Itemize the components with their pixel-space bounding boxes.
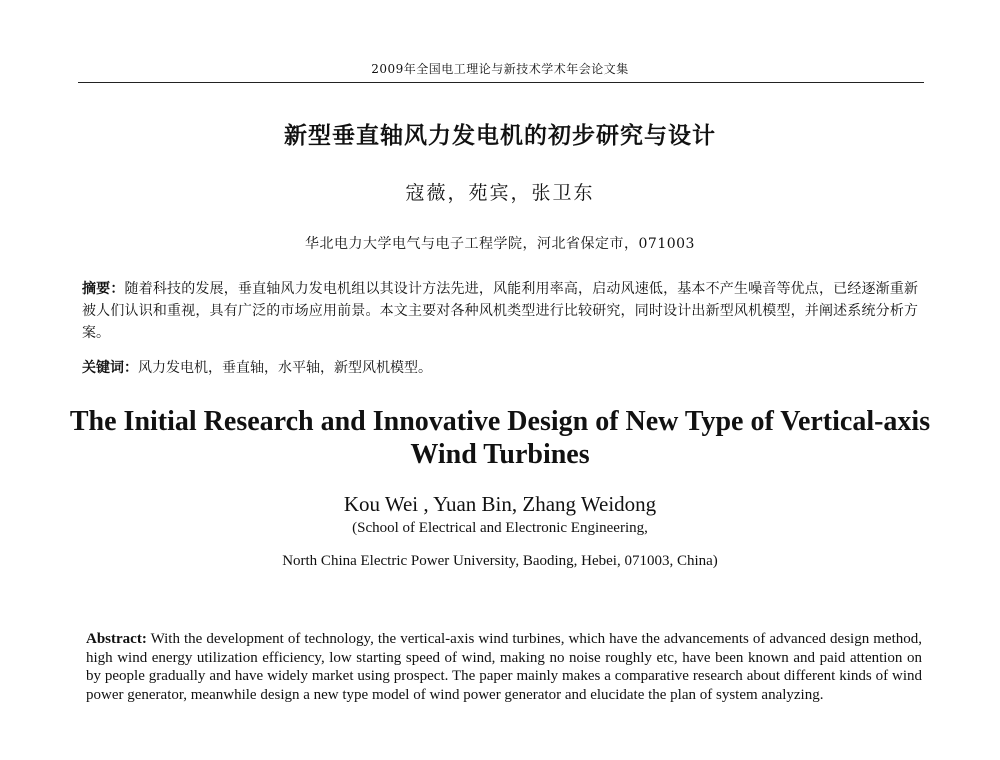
english-authors: Kou Wei , Yuan Bin, Zhang Weidong [343,492,657,516]
english-title: The Initial Research and Innovative Design of New Type of Vertical-axis Wind Turbines [69,406,931,470]
english-abstract-label: Abstract: [86,631,147,647]
header-rule [78,82,924,83]
chinese-keywords [82,357,918,379]
chinese-abstract-text: 随着科技的发展，垂直轴风力发电机组以其设计方法先进，风能利用率高，启动风速低，基本不产生噪音等优点，已经逐渐重新被人们认识和重视，具有广泛的市场应用前景。本文主要对各种风机类型进行比较研究，同时设计出新型风机模型，并阐述系统分析方案。 [82,281,919,341]
english-affiliation-line2: North China Electric Power University, Baoding, Hebei, 071003, China) [282,553,718,569]
english-abstract [86,630,922,704]
chinese-abstract-label: 摘要： [82,281,125,297]
chinese-title: 新型垂直轴风力发电机的初步研究与设计 [284,123,716,149]
chinese-keywords-label: 关键词： [82,360,138,376]
running-header: 2009年全国电工理论与新技术学术年会论文集 [371,62,629,76]
english-affiliation-line1: (School of Electrical and Electronic Engineering, [352,520,648,536]
english-abstract-text: With the development of technology, the vertical-axis wind turbines, which have the advancements of advanced design method, high wind energy utilization efficiency, low starting speed of wind, making no noise roughly etc, have been known and paid attention on by people gradually and have widely market using prospect. The paper mainly makes a comparative research about different kinds of wind power generator, meanwhile design a new type model of wind power generator and elucidate the plan of system analyzing. [86,631,922,703]
chinese-affiliation: 华北电力大学电气与电子工程学院，河北省保定市，071003 [305,236,695,252]
chinese-keywords-text: 风力发电机，垂直轴，水平轴，新型风机模型。 [138,360,432,376]
chinese-abstract [82,278,918,344]
chinese-authors: 寇薇，苑宾，张卫东 [405,182,595,204]
